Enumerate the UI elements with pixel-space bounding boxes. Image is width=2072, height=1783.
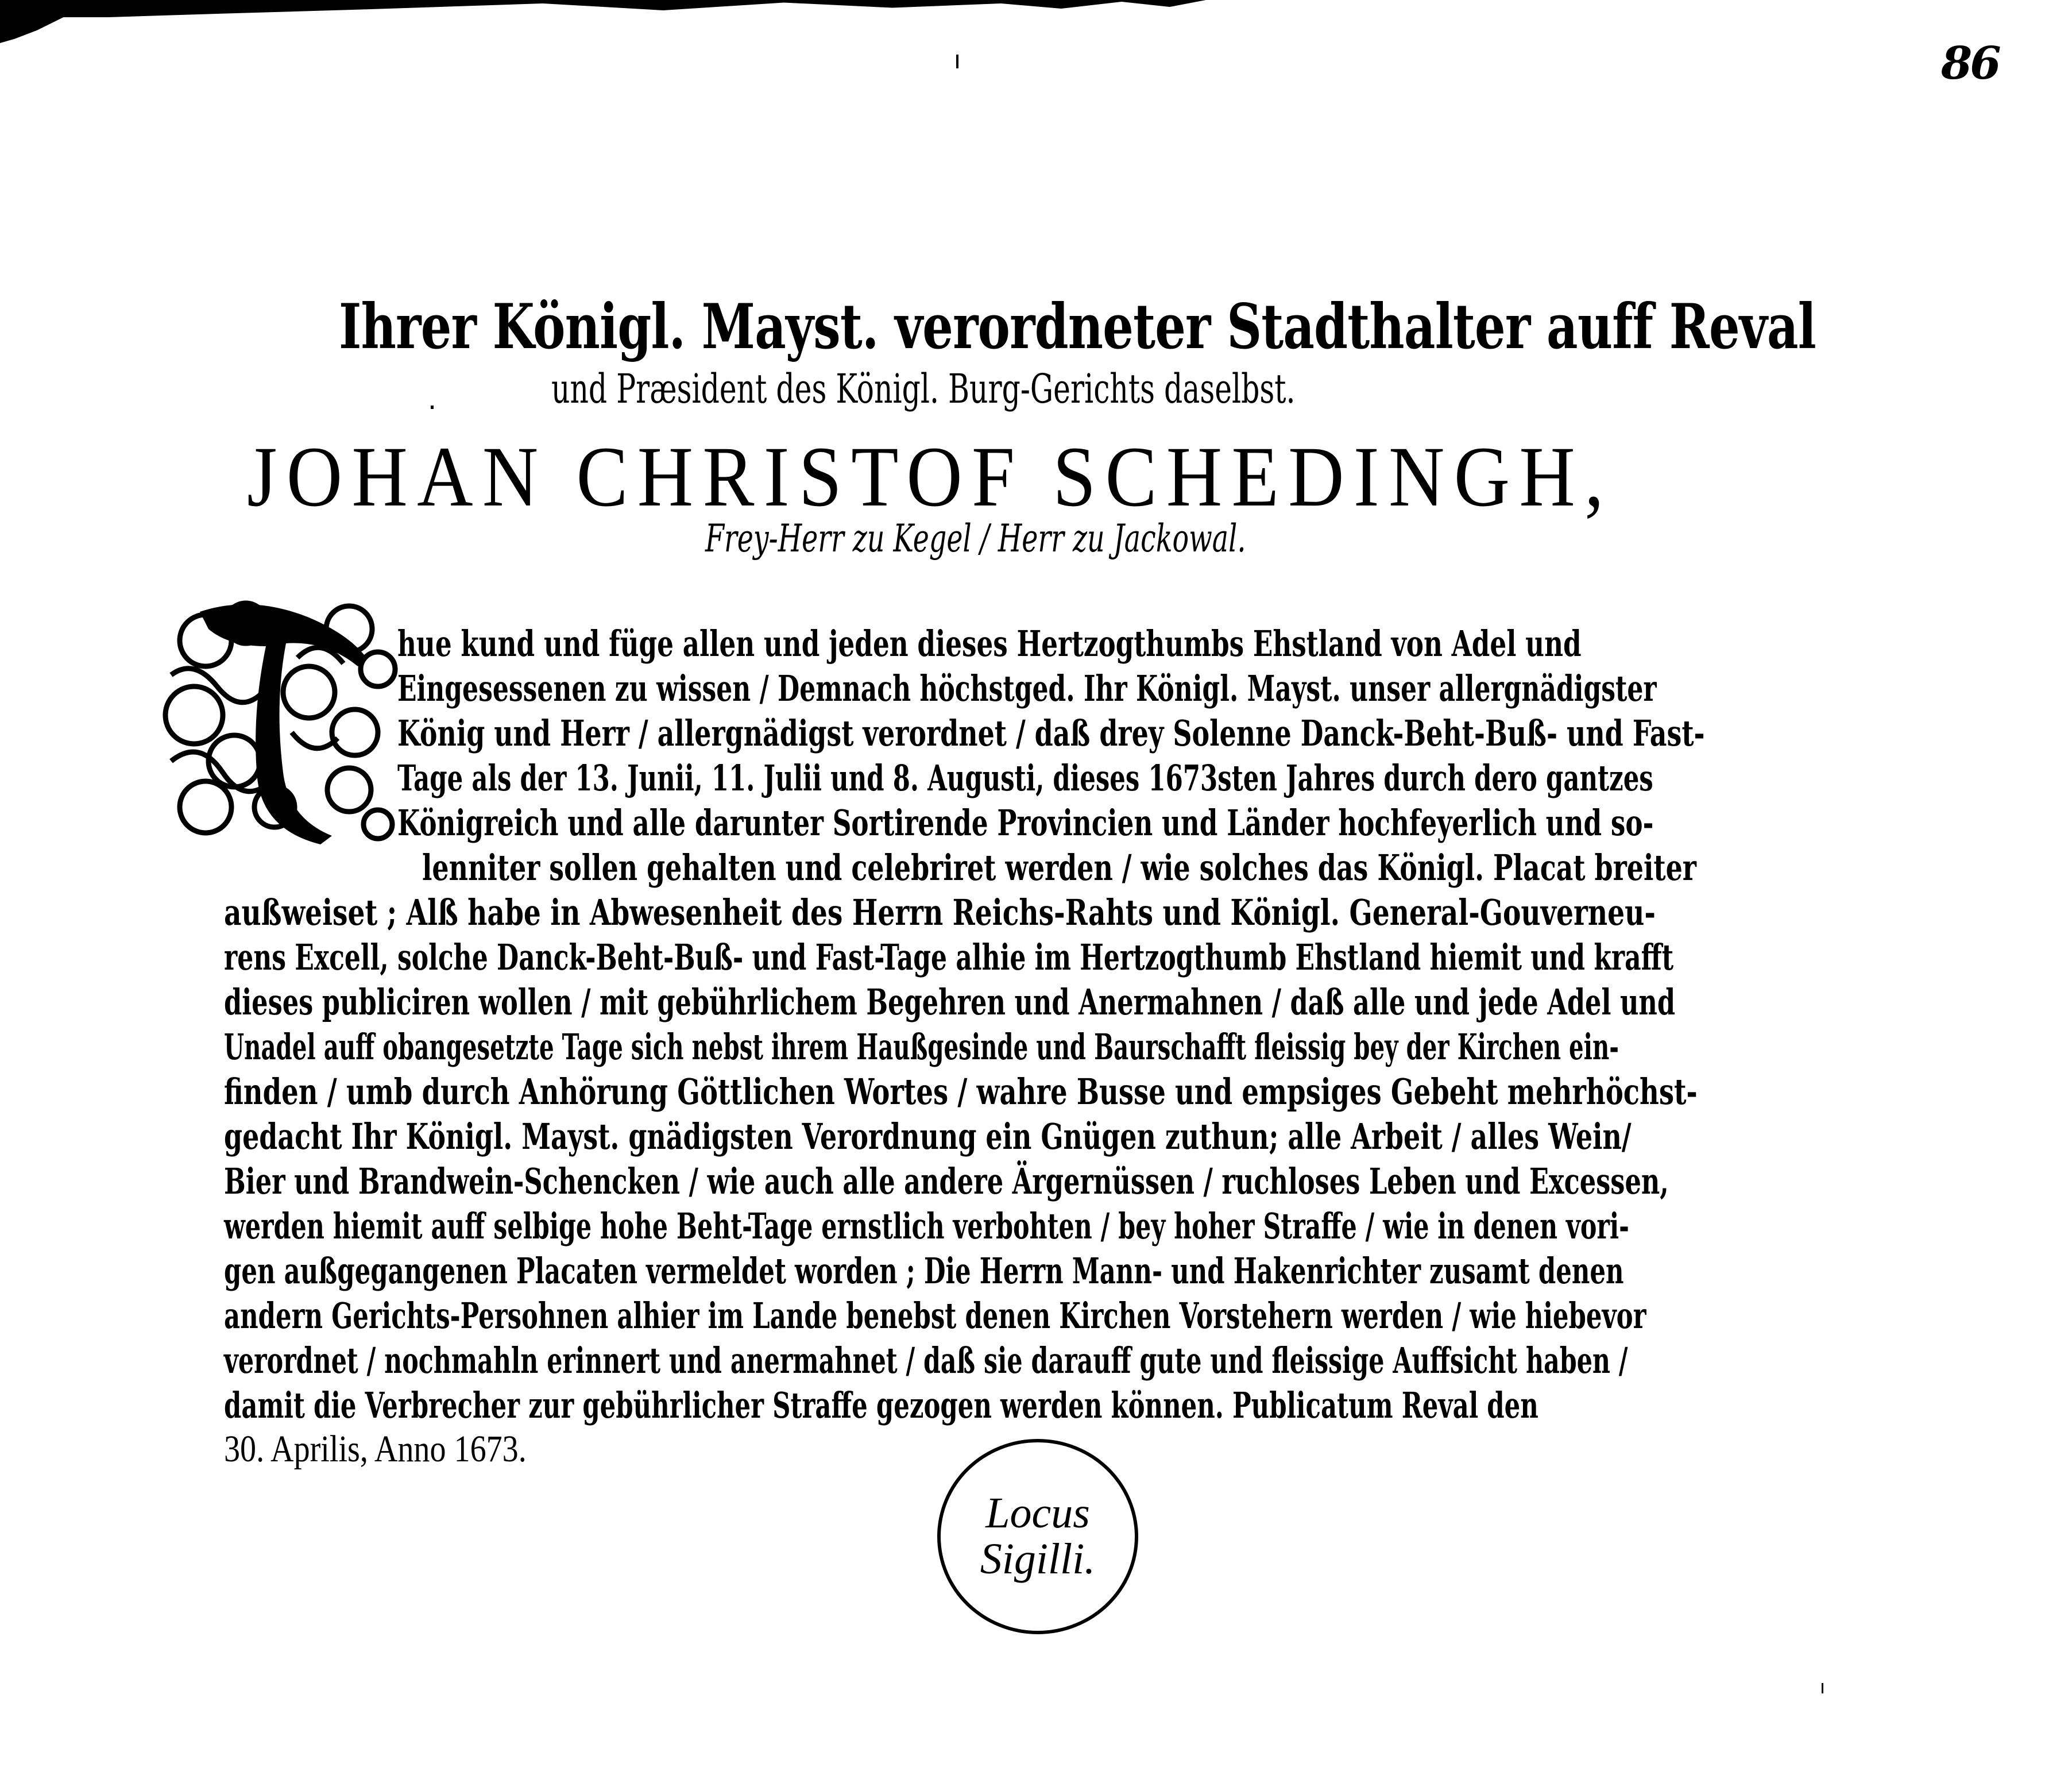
scan-border-shadow (0, 0, 1206, 17)
heading-office-title: Ihrer Königl. Mayst. verordneter Stadthalter auff Reval (339, 291, 1816, 363)
issuer-name: JOHAN CHRISTOF SCHEDINGH, (247, 429, 1613, 524)
body-line: Königreich und alle darunter Sortirende Provincien und Länder hochfeyerlich und so- (397, 802, 1654, 844)
body-line: finden / umb durch Anhörung Göttlichen Wortes / wahre Busse und empsiges Gebeht mehrhöchst- (224, 1071, 1698, 1113)
svg-text:T: T (272, 757, 276, 763)
body-line: verordnet / nochmahln erinnert und anermahnet / daß sie darauff gute und fleissige Auffsicht haben / (224, 1340, 1628, 1381)
body-line: Unadel auff obangesetzte Tage sich nebst ihrem Haußgesinde und Baurschafft fleissig bey der Kirchen ein- (224, 1026, 1619, 1068)
body-line: gedacht Ihr Königl. Mayst. gnädigsten Verordnung ein Gnügen zuthun; alle Arbeit / alles Wein/ (224, 1116, 1632, 1157)
body-line: gen außgegangenen Placaten vermeldet worden ; Die Herrn Mann- und Hakenrichter zusamt denen (224, 1250, 1624, 1292)
body-line: werden hiemit auff selbige hohe Beht-Tage ernstlich verbohten / bey hoher Straffe / wie in denen vori- (224, 1205, 1629, 1247)
body-line: Bier und Brandwein-Schencken / wie auch alle andere Ärgernüssen / ruchloses Leben und Excessen, (224, 1160, 1669, 1202)
issuer-title: Frey-Herr zu Kegel / Herr zu Jackowal. (705, 516, 1246, 561)
decorated-initial-letter (160, 589, 407, 847)
body-line: außweiset ; Alß habe in Abwesenheit des Herrn Reichs-Rahts und Königl. General-Gouverneu- (224, 891, 1656, 933)
seal-text-sigilli: Sigilli. (980, 1535, 1096, 1583)
page-number: 86 (1941, 37, 1999, 90)
stray-ink-mark (956, 55, 958, 68)
body-line: lenniter sollen gehalten und celebriret werden / wie solches das Königl. Placat breiter (422, 847, 1696, 889)
body-line: dieses publiciren wollen / mit gebührlichem Begehren und Anermahnen / daß alle und jede Adel und (224, 981, 1676, 1023)
ornamental-initial-icon (160, 589, 407, 847)
body-line: Tage als der 13. Junii, 11. Julii und 8. Augusti, dieses 1673sten Jahres durch dero gantzes (397, 757, 1653, 799)
body-line: andern Gerichts-Persohnen alhier im Lande benebst denen Kirchen Vorstehern werden / wie hiebevor (224, 1295, 1646, 1337)
locus-sigilli-seal (937, 1439, 1138, 1634)
stray-ink-mark (431, 406, 434, 409)
body-line: rens Excell, solche Danck-Beht-Buß- und Fast-Tage alhie im Hertzogthumb Ehstland hiemit und krafft (224, 936, 1674, 978)
body-line: damit die Verbrecher zur gebührlicher Straffe gezogen werden können. Publicatum Reval den (224, 1384, 1538, 1426)
heading-office-subtitle: und Præsident des Königl. Burg-Gerichts daselbst. (551, 365, 1296, 412)
body-line: hue kund und füge allen und jeden dieses Hertzogthumbs Ehstland von Adel und (397, 623, 1582, 665)
body-line-date: 30. Aprilis, Anno 1673. (224, 1428, 527, 1470)
scan-corner-shadow (0, 0, 75, 43)
body-line: Eingesessenen zu wissen / Demnach höchstged. Ihr Königl. Mayst. unser allergnädigster (397, 667, 1657, 709)
stray-ink-mark (1822, 1683, 1823, 1693)
seal-text-locus: Locus (985, 1489, 1090, 1538)
body-line: König und Herr / allergnädigst verordnet / daß drey Solenne Danck-Beht-Buß- und Fast- (397, 712, 1705, 754)
